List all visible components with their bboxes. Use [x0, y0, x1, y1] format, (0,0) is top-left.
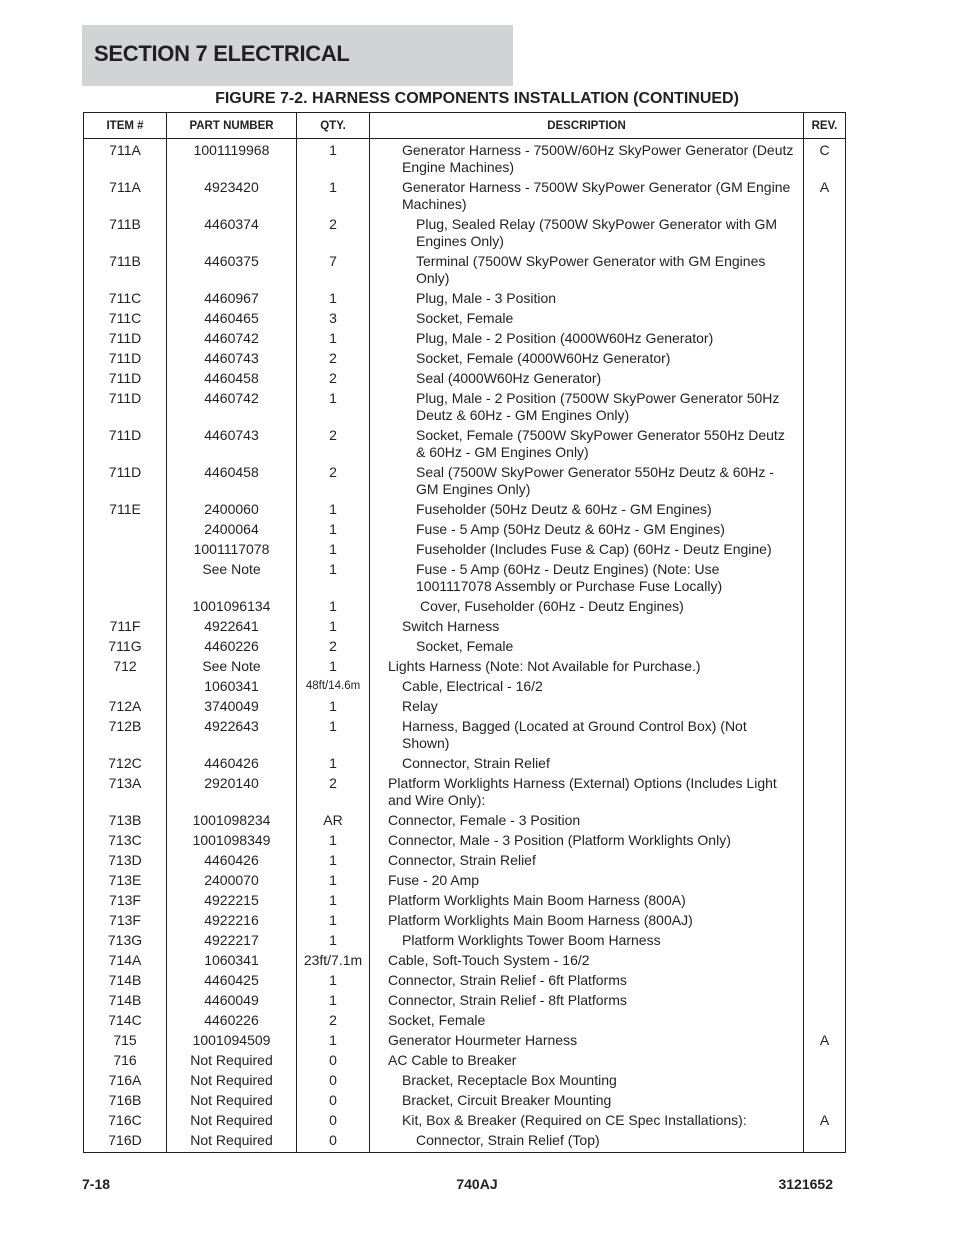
- table-row: [84, 308, 846, 328]
- section-header: [82, 25, 513, 86]
- qty-cell: 23ft/7.1m: [297, 950, 370, 970]
- table-row: [84, 656, 846, 676]
- header-item: ITEM #: [84, 113, 167, 139]
- description-cell: Cable, Soft-Touch System - 16/2: [370, 950, 804, 970]
- rev-cell: A: [804, 1030, 846, 1050]
- item-cell: [84, 596, 167, 616]
- item-cell: 713G: [84, 930, 167, 950]
- part-number-cell: Not Required: [167, 1050, 297, 1070]
- qty-cell: 2: [297, 214, 370, 251]
- parts-table-body: [84, 139, 846, 1153]
- part-number-cell: 2400060: [167, 499, 297, 519]
- part-number-cell: 1001098349: [167, 830, 297, 850]
- part-number-cell: See Note: [167, 656, 297, 676]
- part-number-cell: 4922217: [167, 930, 297, 950]
- rev-cell: [804, 696, 846, 716]
- part-number-cell: 4460743: [167, 425, 297, 462]
- table-row: [84, 810, 846, 830]
- rev-cell: [804, 251, 846, 288]
- description-cell: Platform Worklights Main Boom Harness (800AJ): [370, 910, 804, 930]
- description-cell: Socket, Female (4000W60Hz Generator): [370, 348, 804, 368]
- table-row: [84, 1070, 846, 1090]
- rev-cell: [804, 308, 846, 328]
- item-cell: 711D: [84, 348, 167, 368]
- item-cell: 711D: [84, 328, 167, 348]
- item-cell: 711A: [84, 139, 167, 178]
- part-number-cell: 4460465: [167, 308, 297, 328]
- qty-cell: 1: [297, 990, 370, 1010]
- description-cell: Cable, Electrical - 16/2: [370, 676, 804, 696]
- table-row: [84, 890, 846, 910]
- item-cell: 711D: [84, 368, 167, 388]
- table-row: [84, 910, 846, 930]
- table-row: [84, 616, 846, 636]
- part-number-cell: 4460743: [167, 348, 297, 368]
- item-cell: 716A: [84, 1070, 167, 1090]
- rev-cell: [804, 1130, 846, 1153]
- item-cell: [84, 676, 167, 696]
- part-number-cell: 4460375: [167, 251, 297, 288]
- table-row: [84, 328, 846, 348]
- header-part-number: PART NUMBER: [167, 113, 297, 139]
- qty-cell: 1: [297, 288, 370, 308]
- rev-cell: [804, 499, 846, 519]
- item-cell: 716: [84, 1050, 167, 1070]
- item-cell: 712: [84, 656, 167, 676]
- part-number-cell: 4460374: [167, 214, 297, 251]
- qty-cell: 1: [297, 596, 370, 616]
- part-number-cell: 4460049: [167, 990, 297, 1010]
- description-cell: Switch Harness: [370, 616, 804, 636]
- qty-cell: 1: [297, 328, 370, 348]
- item-cell: 713C: [84, 830, 167, 850]
- table-row: [84, 1090, 846, 1110]
- rev-cell: [804, 950, 846, 970]
- parts-table: [83, 112, 846, 1153]
- item-cell: 711D: [84, 388, 167, 425]
- table-row: [84, 499, 846, 519]
- rev-cell: [804, 676, 846, 696]
- item-cell: [84, 539, 167, 559]
- qty-cell: 1: [297, 696, 370, 716]
- part-number-cell: 4460742: [167, 328, 297, 348]
- table-header-row: [84, 113, 846, 139]
- item-cell: 711B: [84, 251, 167, 288]
- table-row: [84, 930, 846, 950]
- rev-cell: [804, 753, 846, 773]
- table-row: [84, 177, 846, 214]
- description-cell: Seal (7500W SkyPower Generator 550Hz Deutz & 60Hz - GM Engines Only): [370, 462, 804, 499]
- qty-cell: 2: [297, 368, 370, 388]
- description-cell: Socket, Female: [370, 308, 804, 328]
- rev-cell: [804, 1070, 846, 1090]
- item-cell: 716D: [84, 1130, 167, 1153]
- table-row: [84, 519, 846, 539]
- rev-cell: [804, 870, 846, 890]
- item-cell: 714A: [84, 950, 167, 970]
- table-row: [84, 462, 846, 499]
- part-number-cell: 1060341: [167, 676, 297, 696]
- table-row: [84, 1010, 846, 1030]
- description-cell: Generator Harness - 7500W SkyPower Generator (GM Engine Machines): [370, 177, 804, 214]
- qty-cell: 0: [297, 1090, 370, 1110]
- item-cell: 711B: [84, 214, 167, 251]
- part-number-cell: 2400064: [167, 519, 297, 539]
- part-number-cell: 4460425: [167, 970, 297, 990]
- item-cell: 711C: [84, 288, 167, 308]
- description-cell: Seal (4000W60Hz Generator): [370, 368, 804, 388]
- qty-cell: 1: [297, 850, 370, 870]
- table-row: [84, 990, 846, 1010]
- description-cell: Terminal (7500W SkyPower Generator with GM Engines Only): [370, 251, 804, 288]
- rev-cell: [804, 348, 846, 368]
- table-row: [84, 596, 846, 616]
- item-cell: 713E: [84, 870, 167, 890]
- qty-cell: 2: [297, 636, 370, 656]
- rev-cell: [804, 830, 846, 850]
- rev-cell: [804, 596, 846, 616]
- header-rev: REV.: [804, 113, 846, 139]
- table-row: [84, 251, 846, 288]
- part-number-cell: 4460426: [167, 850, 297, 870]
- qty-cell: 1: [297, 890, 370, 910]
- description-cell: Connector, Strain Relief - 8ft Platforms: [370, 990, 804, 1010]
- description-cell: AC Cable to Breaker: [370, 1050, 804, 1070]
- qty-cell: 1: [297, 930, 370, 950]
- header-description: DESCRIPTION: [370, 113, 804, 139]
- rev-cell: [804, 462, 846, 499]
- section-title: SECTION 7 ELECTRICAL: [94, 41, 350, 66]
- qty-cell: 2: [297, 462, 370, 499]
- table-row: [84, 539, 846, 559]
- description-cell: Socket, Female: [370, 1010, 804, 1030]
- part-number-cell: 4922216: [167, 910, 297, 930]
- part-number-cell: 4460458: [167, 368, 297, 388]
- item-cell: 713B: [84, 810, 167, 830]
- item-cell: 713D: [84, 850, 167, 870]
- table-row: [84, 773, 846, 810]
- footer-page-number: 7-18: [82, 1176, 111, 1192]
- part-number-cell: 1001117078: [167, 539, 297, 559]
- part-number-cell: 1001098234: [167, 810, 297, 830]
- item-cell: 711D: [84, 462, 167, 499]
- rev-cell: [804, 328, 846, 348]
- rev-cell: [804, 425, 846, 462]
- item-cell: 711E: [84, 499, 167, 519]
- description-cell: Platform Worklights Main Boom Harness (800A): [370, 890, 804, 910]
- part-number-cell: 4923420: [167, 177, 297, 214]
- rev-cell: [804, 559, 846, 596]
- description-cell: Socket, Female (7500W SkyPower Generator 550Hz Deutz & 60Hz - GM Engines Only): [370, 425, 804, 462]
- description-cell: Generator Harness - 7500W/60Hz SkyPower Generator (Deutz Engine Machines): [370, 139, 804, 178]
- item-cell: 716C: [84, 1110, 167, 1130]
- table-row: [84, 348, 846, 368]
- part-number-cell: 4460967: [167, 288, 297, 308]
- qty-cell: 1: [297, 1030, 370, 1050]
- qty-cell: 1: [297, 830, 370, 850]
- rev-cell: [804, 388, 846, 425]
- table-row: [84, 830, 846, 850]
- description-cell: Connector, Strain Relief: [370, 753, 804, 773]
- part-number-cell: 4460226: [167, 1010, 297, 1030]
- qty-cell: 3: [297, 308, 370, 328]
- part-number-cell: 1060341: [167, 950, 297, 970]
- qty-cell: 0: [297, 1110, 370, 1130]
- qty-cell: AR: [297, 810, 370, 830]
- description-cell: Lights Harness (Note: Not Available for Purchase.): [370, 656, 804, 676]
- table-row: [84, 850, 846, 870]
- item-cell: [84, 559, 167, 596]
- part-number-cell: 3740049: [167, 696, 297, 716]
- description-cell: Plug, Male - 2 Position (4000W60Hz Generator): [370, 328, 804, 348]
- part-number-cell: 1001094509: [167, 1030, 297, 1050]
- description-cell: Fuse - 5 Amp (50Hz Deutz & 60Hz - GM Engines): [370, 519, 804, 539]
- description-cell: Generator Hourmeter Harness: [370, 1030, 804, 1050]
- description-cell: Platform Worklights Harness (External) Options (Includes Light and Wire Only):: [370, 773, 804, 810]
- table-row: [84, 1050, 846, 1070]
- qty-cell: 1: [297, 519, 370, 539]
- part-number-cell: Not Required: [167, 1130, 297, 1153]
- rev-cell: A: [804, 177, 846, 214]
- qty-cell: 1: [297, 388, 370, 425]
- item-cell: 713F: [84, 910, 167, 930]
- rev-cell: [804, 970, 846, 990]
- description-cell: Connector, Strain Relief: [370, 850, 804, 870]
- part-number-cell: 1001119968: [167, 139, 297, 178]
- rev-cell: [804, 539, 846, 559]
- rev-cell: [804, 636, 846, 656]
- item-cell: 712C: [84, 753, 167, 773]
- qty-cell: 2: [297, 425, 370, 462]
- part-number-cell: Not Required: [167, 1110, 297, 1130]
- item-cell: 714B: [84, 970, 167, 990]
- description-cell: Plug, Male - 2 Position (7500W SkyPower Generator 50Hz Deutz & 60Hz - GM Engines Only): [370, 388, 804, 425]
- rev-cell: [804, 214, 846, 251]
- qty-cell: 1: [297, 139, 370, 178]
- part-number-cell: 1001096134: [167, 596, 297, 616]
- rev-cell: [804, 656, 846, 676]
- qty-cell: 1: [297, 499, 370, 519]
- rev-cell: [804, 910, 846, 930]
- item-cell: 711C: [84, 308, 167, 328]
- description-cell: Fuse - 20 Amp: [370, 870, 804, 890]
- table-row: [84, 139, 846, 178]
- part-number-cell: 4460426: [167, 753, 297, 773]
- rev-cell: [804, 890, 846, 910]
- figure-title: FIGURE 7-2. HARNESS COMPONENTS INSTALLATION (CONTINUED): [215, 90, 739, 107]
- table-row: [84, 970, 846, 990]
- description-cell: Bracket, Circuit Breaker Mounting: [370, 1090, 804, 1110]
- qty-cell: 0: [297, 1070, 370, 1090]
- part-number-cell: Not Required: [167, 1070, 297, 1090]
- item-cell: 713A: [84, 773, 167, 810]
- table-row: [84, 288, 846, 308]
- item-cell: 711G: [84, 636, 167, 656]
- part-number-cell: Not Required: [167, 1090, 297, 1110]
- qty-cell: 1: [297, 970, 370, 990]
- table-row: [84, 636, 846, 656]
- description-cell: Fuseholder (Includes Fuse & Cap) (60Hz - Deutz Engine): [370, 539, 804, 559]
- rev-cell: [804, 990, 846, 1010]
- table-row: [84, 1110, 846, 1130]
- table-row: [84, 214, 846, 251]
- table-row: [84, 696, 846, 716]
- table-row: [84, 950, 846, 970]
- rev-cell: [804, 716, 846, 753]
- rev-cell: [804, 616, 846, 636]
- table-row: [84, 870, 846, 890]
- table-row: [84, 1130, 846, 1153]
- qty-cell: 2: [297, 348, 370, 368]
- item-cell: 711F: [84, 616, 167, 636]
- footer-model: 740AJ: [456, 1176, 498, 1192]
- description-cell: Relay: [370, 696, 804, 716]
- part-number-cell: 4460742: [167, 388, 297, 425]
- rev-cell: C: [804, 139, 846, 178]
- rev-cell: [804, 850, 846, 870]
- description-cell: Harness, Bagged (Located at Ground Control Box) (Not Shown): [370, 716, 804, 753]
- item-cell: 711D: [84, 425, 167, 462]
- rev-cell: [804, 519, 846, 539]
- qty-cell: 1: [297, 870, 370, 890]
- rev-cell: [804, 773, 846, 810]
- qty-cell: 1: [297, 539, 370, 559]
- qty-cell: 1: [297, 559, 370, 596]
- item-cell: 715: [84, 1030, 167, 1050]
- part-number-cell: 4922641: [167, 616, 297, 636]
- qty-cell: 1: [297, 753, 370, 773]
- part-number-cell: 4460226: [167, 636, 297, 656]
- description-cell: Fuse - 5 Amp (60Hz - Deutz Engines) (Note: Use 1001117078 Assembly or Purchase Fuse Locally): [370, 559, 804, 596]
- item-cell: 711A: [84, 177, 167, 214]
- rev-cell: [804, 1010, 846, 1030]
- header-qty: QTY.: [297, 113, 370, 139]
- item-cell: 714C: [84, 1010, 167, 1030]
- qty-cell: 2: [297, 773, 370, 810]
- description-cell: Platform Worklights Tower Boom Harness: [370, 930, 804, 950]
- part-number-cell: 4460458: [167, 462, 297, 499]
- qty-cell: 1: [297, 656, 370, 676]
- description-cell: Connector, Female - 3 Position: [370, 810, 804, 830]
- item-cell: 716B: [84, 1090, 167, 1110]
- item-cell: [84, 519, 167, 539]
- qty-cell: 1: [297, 716, 370, 753]
- qty-cell: 1: [297, 177, 370, 214]
- table-row: [84, 425, 846, 462]
- description-cell: Connector, Strain Relief - 6ft Platforms: [370, 970, 804, 990]
- qty-cell: 48ft/14.6m: [297, 676, 370, 696]
- qty-cell: 7: [297, 251, 370, 288]
- description-cell: Connector, Male - 3 Position (Platform Worklights Only): [370, 830, 804, 850]
- table-row: [84, 388, 846, 425]
- qty-cell: 1: [297, 910, 370, 930]
- table-row: [84, 716, 846, 753]
- rev-cell: [804, 930, 846, 950]
- description-cell: Plug, Sealed Relay (7500W SkyPower Generator with GM Engines Only): [370, 214, 804, 251]
- part-number-cell: 2920140: [167, 773, 297, 810]
- description-cell: Kit, Box & Breaker (Required on CE Spec Installations):: [370, 1110, 804, 1130]
- item-cell: 714B: [84, 990, 167, 1010]
- item-cell: 712B: [84, 716, 167, 753]
- table-row: [84, 676, 846, 696]
- qty-cell: 0: [297, 1130, 370, 1153]
- part-number-cell: 2400070: [167, 870, 297, 890]
- item-cell: 712A: [84, 696, 167, 716]
- qty-cell: 2: [297, 1010, 370, 1030]
- rev-cell: [804, 810, 846, 830]
- item-cell: 713F: [84, 890, 167, 910]
- rev-cell: [804, 368, 846, 388]
- part-number-cell: 4922215: [167, 890, 297, 910]
- description-cell: Fuseholder (50Hz Deutz & 60Hz - GM Engines): [370, 499, 804, 519]
- table-row: [84, 753, 846, 773]
- description-cell: Plug, Male - 3 Position: [370, 288, 804, 308]
- description-cell: Cover, Fuseholder (60Hz - Deutz Engines): [370, 596, 804, 616]
- footer-doc-number: 3121652: [778, 1176, 833, 1192]
- rev-cell: [804, 288, 846, 308]
- table-row: [84, 1030, 846, 1050]
- rev-cell: A: [804, 1110, 846, 1130]
- table-row: [84, 559, 846, 596]
- description-cell: Socket, Female: [370, 636, 804, 656]
- description-cell: Connector, Strain Relief (Top): [370, 1130, 804, 1153]
- table-row: [84, 368, 846, 388]
- part-number-cell: 4922643: [167, 716, 297, 753]
- qty-cell: 1: [297, 616, 370, 636]
- qty-cell: 0: [297, 1050, 370, 1070]
- rev-cell: [804, 1090, 846, 1110]
- part-number-cell: See Note: [167, 559, 297, 596]
- description-cell: Bracket, Receptacle Box Mounting: [370, 1070, 804, 1090]
- rev-cell: [804, 1050, 846, 1070]
